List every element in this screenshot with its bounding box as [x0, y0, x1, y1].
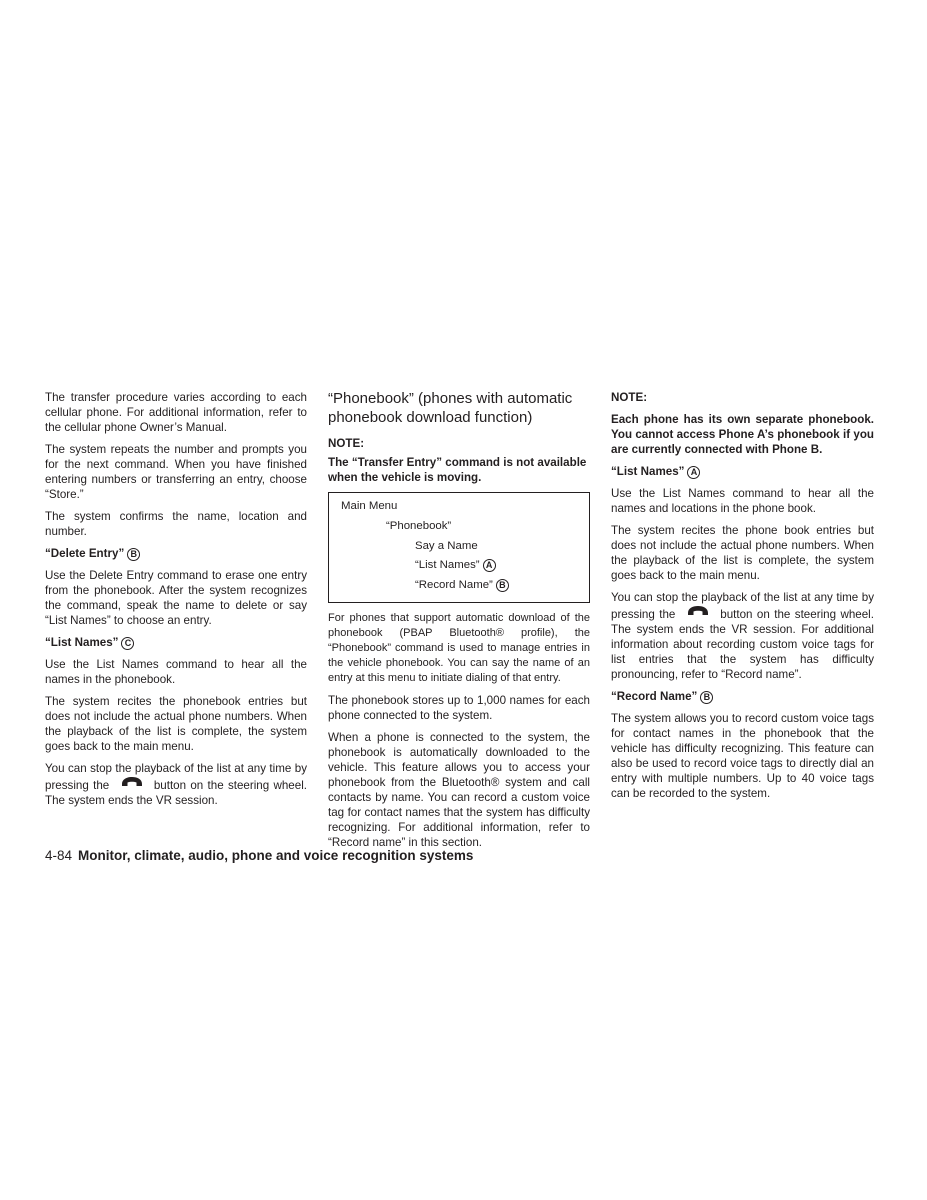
paragraph-phone-connected: When a phone is connected to the system, the phonebook is automatically downloaded to the vehicle. This feature allows you to access your phonebook from the Bluetooth® system and call contacts by name. You can record a custom voice tag for contact names that the system has difficulty recognizing. For additional information, refer to “Record name” in this section.	[328, 730, 590, 849]
heading-delete-entry-label: “Delete Entry”	[45, 547, 125, 560]
paragraph-recites-phone-book: The system recites the phone book entries but does not include the actual phone numbers. When the playback of the list is complete, the system goes back to the main menu.	[611, 524, 874, 582]
column-right	[611, 390, 874, 808]
callout-b-icon: B	[700, 691, 713, 704]
page-number: 4-84	[45, 848, 73, 863]
paragraph-delete-entry: Use the Delete Entry command to erase one entry from the phonebook. After the system recognizes the command, speak the name to delete or say “List Names” to choose an entry.	[45, 569, 307, 627]
section-name: Monitor, climate, audio, phone and voice recognition systems	[78, 848, 474, 863]
column-middle	[328, 390, 590, 857]
heading-record-name	[611, 689, 874, 704]
paragraph-list-names: Use the List Names command to hear all the names in the phonebook.	[45, 658, 307, 686]
heading-delete-entry	[45, 546, 307, 561]
paragraph-list-names-locations: Use the List Names command to hear all the names and locations in the phone book.	[611, 487, 874, 515]
paragraph-stop-playback	[45, 761, 307, 808]
section-title-phonebook: “Phonebook” (phones with automatic phonebook download function)	[328, 390, 573, 426]
paragraph-transfer-procedure: The transfer procedure varies according to each cellular phone. For additional information, refer to the cellular phone Owner’s Manual.	[45, 391, 307, 434]
heading-list-names	[611, 464, 874, 479]
note-label: NOTE:	[611, 391, 648, 404]
callout-a-icon: A	[687, 466, 700, 479]
menu-item-main-menu: Main Menu	[341, 500, 398, 512]
menu-item-say-a-name: Say a Name	[415, 539, 478, 552]
paragraph-stop-playback	[611, 590, 874, 682]
paragraph-record-voice-tags: The system allows you to record custom voice tags for contact names in the phonebook that the vehicle has difficulty recognizing. This feature can also be used to record voice tags to directly dial an entry with multiple numbers. Up to 40 voice tags can be recorded to the system.	[611, 712, 874, 800]
callout-c-icon: C	[121, 637, 134, 650]
menu-item-phonebook: “Phonebook”	[386, 519, 452, 532]
paragraph-pbap-phones: For phones that support automatic download of the phonebook (PBAP Bluetooth® profile), the “Phonebook” command is used to manage entries in the vehicle phonebook. You can say the name of an entry at this menu to initiate dialing of that entry.	[328, 611, 590, 684]
menu-item-list-names	[341, 556, 589, 576]
paragraph-system-repeats: The system repeats the number and prompts you for the next command. When you have finished entering numbers or transferring an entry, choose “Store.”	[45, 443, 307, 501]
heading-record-name-label: “Record Name”	[611, 690, 698, 703]
phone-hangup-icon	[114, 776, 150, 790]
menu-item-record-name	[341, 576, 589, 596]
phone-hangup-icon	[680, 605, 716, 619]
callout-b-icon: B	[127, 548, 140, 561]
paragraph-recites-entries: The system recites the phonebook entries but does not include the actual phone numbers. When the playback of the list is complete, the system goes back to the main menu.	[45, 695, 307, 753]
menu-item-record-name-label: “Record Name”	[415, 579, 493, 592]
callout-a-icon: A	[483, 559, 496, 572]
stop-playback-text-a: You can stop the playback of the list at any time by pressing the	[611, 591, 874, 621]
heading-list-names-label: “List Names”	[45, 636, 119, 649]
callout-b-icon: B	[496, 579, 509, 592]
note-separate-phonebook: Each phone has its own separate phonebook. You cannot access Phone A’s phonebook if you are currently connected with Phone B.	[611, 413, 874, 456]
page-footer	[45, 847, 473, 865]
menu-item-list-names-label: “List Names”	[415, 559, 480, 572]
note-label: NOTE:	[328, 437, 365, 450]
column-left	[45, 390, 307, 815]
stop-playback-text-b: button on the steering wheel. The system ends the VR session.	[45, 779, 307, 807]
stop-playback-text-a: You can stop the playback of the list at any time by pressing the	[45, 762, 307, 792]
heading-list-names	[45, 635, 307, 650]
note-transfer-entry: The “Transfer Entry” command is not available when the vehicle is moving.	[328, 456, 587, 484]
heading-list-names-label: “List Names”	[611, 465, 685, 478]
paragraph-system-confirms: The system confirms the name, location and number.	[45, 510, 307, 538]
menu-tree-box	[328, 492, 590, 603]
stop-playback-text-b: button on the steering wheel. The system ends the VR session. For additional information about recording custom voice tags for list entries that the system has difficulty pronouncing, refer to “Record name”.	[611, 608, 874, 681]
paragraph-phonebook-stores: The phonebook stores up to 1,000 names for each phone connected to the system.	[328, 693, 590, 722]
